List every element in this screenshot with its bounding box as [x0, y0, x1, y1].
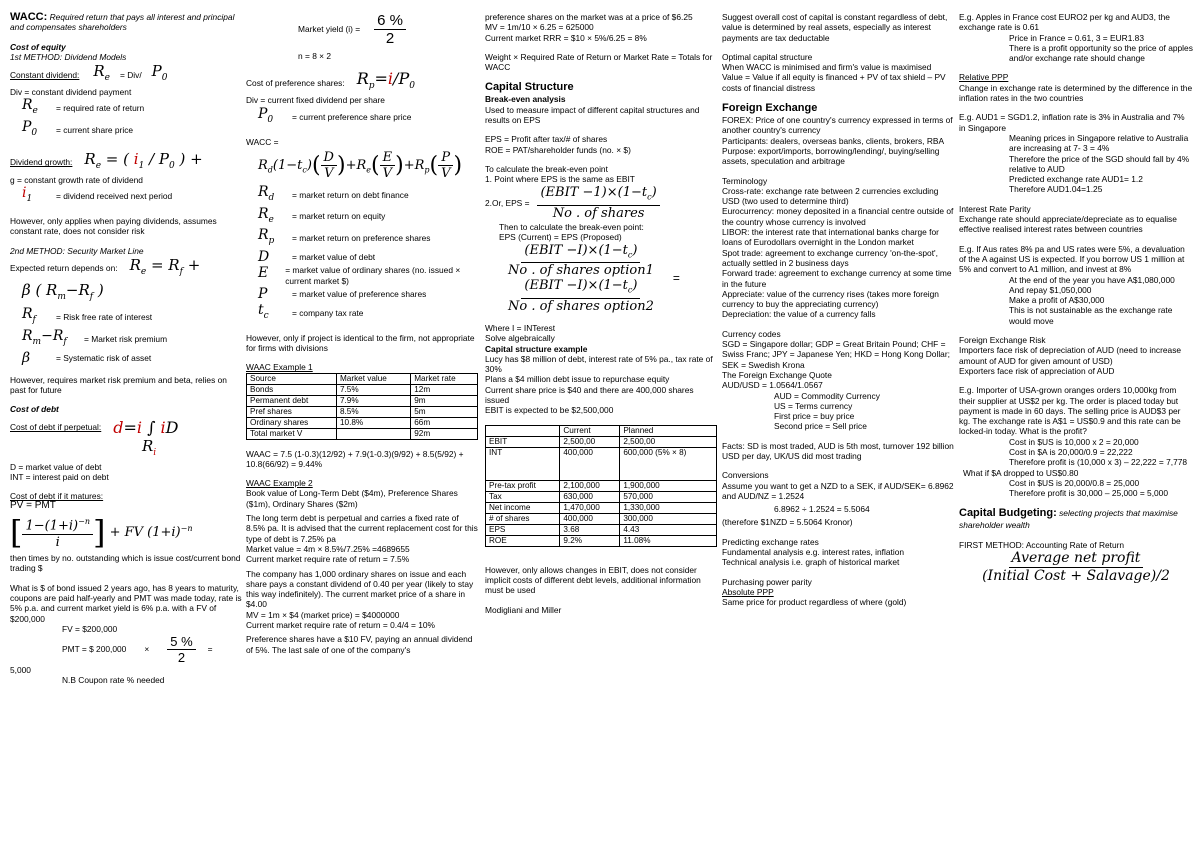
table-header-cell: [486, 425, 560, 436]
value-text: Value = Value if all equity is financed + PV of tax shield – PV costs of financial distress: [722, 72, 946, 93]
d-symbol: D: [258, 249, 270, 266]
perpetual-equation: d=i ∫ iD: [113, 417, 179, 437]
table-cell: 600,000 (5% × 8): [620, 447, 717, 480]
constant-dividend-eq: = Div/: [120, 69, 142, 80]
re-definition: = market return on equity: [292, 211, 386, 222]
mrp-symbol: $R_m-R_f$: [22, 327, 67, 347]
table-header-row: [247, 373, 478, 384]
table-cell: 300,000: [620, 513, 717, 524]
therefore-aud: Therefore AUD1.04=1.25: [1009, 184, 1103, 195]
yield-denominator: 2: [385, 30, 395, 47]
table-cell: Pre-tax profit: [486, 480, 560, 491]
d1-symbol: $i_1$: [22, 185, 33, 205]
fx-risk-heading: Foreign Exchange Risk: [959, 335, 1046, 346]
irp-heading: Interest Rate Parity: [959, 203, 1031, 214]
table-row: [247, 384, 478, 395]
weight-note: Weight × Required Rate of Return or Market Rate = Totals for WACC: [485, 51, 713, 73]
importers: Importers face risk of depreciation of AUD (need to increase amount of AUD for given amount of USD): [959, 345, 1182, 366]
table-cell: INT: [486, 447, 560, 480]
re-row: [246, 206, 478, 228]
table-cell: Net income: [486, 502, 560, 513]
cost-of-equity-heading: Cost of equity: [10, 41, 66, 52]
cost-us-2: Cost in $US is 20,000/0.8 = 25,000: [1009, 477, 1140, 488]
profit: Make a profit of A$30,000: [1009, 295, 1105, 306]
d-definition: = market value of debt: [292, 252, 376, 263]
currency-codes: SGD = Singapore dollar; GDP = Great Britain Pound; CHF = Swiss Franc; JPY = Japanese Yen; HKD = Hong Kong Dollar; SEK = Swedish Krona: [722, 339, 950, 370]
cost-a: Cost in $A is 20,000/0.9 = 22,222: [1009, 446, 1133, 457]
mrp-definition: = Market risk premium: [84, 333, 168, 344]
same-price: Same price for product regardless of where (gold): [722, 597, 907, 608]
table-row: [486, 524, 717, 535]
table-cell: EBIT: [486, 436, 560, 447]
re-definition: = required rate of return: [56, 103, 145, 114]
or-eps-label: 2.Or, EPS =: [485, 198, 530, 209]
eps-equation: EPS (Current) = EPS (Proposed): [499, 232, 622, 243]
example-2-text: Book value of Long-Term Debt ($4m), Preference Shares ($1m), Ordinary Shares ($2m): [246, 488, 458, 509]
end-of-year: At the end of the year you have A$1,080,000: [1009, 274, 1175, 285]
breakeven-definition: Used to measure impact of different capital structures and results on EPS: [485, 104, 700, 126]
constant-dividend-formula: [10, 62, 242, 87]
second-price: Second price = Sell price: [774, 421, 867, 432]
wacc-example-table: [246, 373, 478, 440]
optimal-heading: Optimal capital structure: [722, 51, 813, 62]
table-row: [486, 491, 717, 502]
capital-structure-heading: Capital Structure: [485, 81, 574, 94]
appreciate: Appreciate: value of the currency rises (takes more foreign currency to buy the appreciating currency): [722, 288, 939, 310]
cost-of-debt-heading: Cost of debt: [10, 404, 59, 415]
table-cell: 8.5%: [336, 406, 410, 417]
div-definition: Div = constant dividend payment: [10, 87, 132, 98]
example-1-title: WAAC Example 1: [246, 362, 313, 373]
table-cell: Total market V: [247, 428, 337, 439]
example-2-preference: Preference shares have a $10 FV, paying an annual dividend of 5%. The last sale of one of the company's: [246, 634, 473, 655]
pref-p0-row: [246, 106, 478, 128]
therefore-sgd: Therefore the price of the SGD should fall by 4% relative to AUD: [1009, 153, 1190, 174]
int-definition: INT = interest paid on debt: [10, 471, 109, 482]
table-row: [486, 447, 717, 480]
however-wacc: However, only if project is identical to the firm, not appropriate for firms with divisions: [246, 332, 475, 353]
when-text: When WACC is minimised and firm's value is maximised: [722, 62, 932, 73]
wacc-title: WACC:: [10, 12, 48, 23]
what-if: What if $A dropped to US$0.80: [963, 467, 1079, 478]
dividend-growth-label: Dividend growth:: [10, 157, 73, 168]
table-cell: Pref shares: [247, 406, 337, 417]
table-cell: 4.43: [620, 524, 717, 535]
table-cell: 2,100,000: [560, 480, 620, 491]
depreciation: Depreciation: the value of a currency falls: [722, 309, 876, 320]
example-2-required-rate: Current market require rate of return = 7.5%: [246, 554, 410, 565]
relative-ppp-definition: Change in exchange rate is determined by the difference in the inflation rates in the two countries: [959, 82, 1193, 104]
breakeven-heading: Break-even analysis: [485, 94, 566, 105]
eurocurrency: Eurocurrency: money deposited in a financial centre outside of the country whose currency is involved: [722, 206, 954, 227]
d1-definition: = dividend received next period: [56, 191, 173, 202]
rf-symbol: $R_f$: [22, 306, 36, 325]
capital-budgeting: [959, 507, 1193, 530]
then-calc: Then to calculate the break-even point:: [499, 222, 644, 233]
p0-definition-row: [10, 119, 242, 141]
profit-opportunity: There is a profit opportunity so the price of apples and/or exchange rate should change: [1009, 42, 1193, 64]
profit-calc: Therefore profit is (10,000 x 3) – 22,222 = 7,778: [1009, 457, 1188, 468]
beta-symbol: β: [22, 349, 31, 366]
table-header-cell: Market value: [336, 373, 410, 384]
rp-row: [246, 227, 478, 249]
p0-definition: = current share price: [56, 125, 134, 136]
fundamental: Fundamental analysis e.g. interest rates, inflation: [722, 547, 905, 558]
d-row: [246, 249, 478, 265]
method-1-heading: 1st METHOD: Dividend Models: [10, 51, 127, 62]
however-cs: However, only allows changes in EBIT, does not consider implicit costs of different debt levels, additional information must be used: [485, 564, 701, 596]
table-cell: 92m: [411, 428, 478, 439]
example-2-mv2: MV = 1m × $4 (market price) = $4000000: [246, 609, 400, 620]
re-symbol: $R_e$: [22, 97, 38, 117]
pref-p0-definition: = current preference share price: [292, 111, 412, 122]
exporters: Exporters face risk of appreciation of AUD: [959, 365, 1115, 376]
tc-definition: = company tax rate: [292, 307, 364, 318]
pv-pmt: PV = PMT: [10, 500, 56, 512]
roe-definition: ROE = PAT/shareholder funds (no. × $): [485, 144, 631, 155]
table-cell: 1,900,000: [620, 480, 717, 491]
us-terms: US = Terms currency: [774, 400, 853, 411]
eps-formula: 2.Or, EPS = $\frac{(EBIT -1)\times(1-t_c)}{\text{No . of shares}}$: [485, 185, 717, 223]
rates-example: E.g. If Aus rates 8% pa and US rates were 5%, a devaluation of the A against US is expected. If you borrow US 1 million at 5% and convert to A1 million, and invest at 8%: [959, 243, 1185, 275]
table-header-cell: Current: [560, 425, 620, 436]
table-cell: 11.08%: [620, 535, 717, 546]
purpose: Purpose: export/imports, borrowing/lending/, buying/selling assets, speculation and arbitrage: [722, 145, 940, 167]
rp-definition: = market return on preference shares: [292, 233, 431, 244]
re-definition-row: [10, 97, 242, 119]
constant-dividend-label: Constant dividend:: [10, 69, 80, 80]
table-row: [486, 480, 717, 491]
capital-structure-table: [485, 425, 717, 547]
conversions-heading: Conversions: [722, 470, 769, 481]
facts: Facts: SD is most traded, AUD is 5th most, turnover 192 billion USD per day, UK/US did most trading: [722, 440, 954, 461]
forex-definition: FOREX: Price of one country's currency expressed in terms of another country's currency: [722, 115, 953, 136]
table-cell: Bonds: [247, 384, 337, 395]
table-cell: 5m: [411, 406, 478, 417]
dividend-growth-formula: [10, 150, 242, 175]
where-i: Where I = INTerest: [485, 322, 556, 333]
rrr-calc: Current market RRR = $10 × 5%/6.25 = 8%: [485, 32, 647, 43]
aud-sgd-example: E.g. AUD1 = SGD1.2, inflation rate is 3% in Australia and 7% in Singapore: [959, 112, 1185, 133]
plans-text: Plans a $4 million debt issue to repurchase equity: [485, 374, 670, 385]
technical: Technical analysis i.e. graph of historical market: [722, 557, 900, 568]
table-row: [486, 513, 717, 524]
apples-example: E.g. Apples in France cost EURO2 per kg and AUD3, the exchange rate is 0.61: [959, 12, 1170, 33]
importer-example: E.g. Importer of USA-grown oranges orders 10,000kg from their supplier at US$2 per kg. The order is placed today but payment is made in 60 days. The selling price is AUD$3 per kg. The exchange rate is A$1 = US$0.9 and this rate can be locked-in today. What is the profit?: [959, 385, 1181, 437]
profit-2: Therefore profit is 30,000 – 25,000 = 5,000: [1009, 488, 1169, 499]
table-cell: EPS: [486, 524, 560, 535]
pref-cost-label: Cost of preference shares:: [246, 77, 345, 88]
table-row: [247, 395, 478, 406]
table-cell: 10.8%: [336, 417, 410, 428]
table-header-cell: Market rate: [411, 373, 478, 384]
arr-denominator: (Initial Cost + Salavage)/2: [982, 568, 1170, 585]
table-row: [247, 406, 478, 417]
perpetual-label: Cost of debt if perpetual:: [10, 422, 102, 433]
table-cell: 9m: [411, 395, 478, 406]
table-cell: 1,330,000: [620, 502, 717, 513]
pmt-calc: PMT = $ 200,000 × $\frac{5 \%}{2}$ =: [62, 634, 213, 666]
table-cell: [336, 428, 410, 439]
wacc-equation-label: WACC =: [246, 136, 279, 147]
absolute-ppp: Absolute PPP: [722, 586, 774, 597]
table-row: [247, 428, 478, 439]
e-definition: = market value of ordinary shares (no. issued × current market $): [285, 265, 461, 286]
sml-formula: [10, 256, 242, 281]
however-dividend: However, only applies when paying dividends, assumes constant rate, does not consider risk: [10, 216, 217, 237]
meaning: Meaning prices in Singapore relative to Australia are increasing at 7- 3 = 4%: [1009, 132, 1189, 154]
conversions-text: Assume you want to get a NZD to a SEK, if AUD/SEK= 6.8962 and AUD/NZ = 1.2524: [722, 480, 954, 501]
quote-equation: AUD/USD = 1.0564/1.0567: [722, 380, 823, 391]
n-equation: n = 8 × 2: [298, 51, 332, 61]
sml-equation: $R_e = R_f$ +: [129, 256, 201, 278]
continued-text: preference shares on the market was at a price of $6.25: [485, 12, 693, 22]
however-sml: However, requires market risk premium and beta, relies on past for future: [10, 374, 227, 395]
g-definition: g = constant growth rate of dividend: [10, 175, 143, 186]
pct6-value: 6 %: [374, 12, 406, 30]
lucy-text: Lucy has $8 million of debt, interest rate of 5% pa., tax rate of 30%: [485, 353, 713, 375]
rp-symbol: $R_p$: [258, 227, 275, 247]
rf-definition-row: [10, 306, 242, 328]
mrp-definition-row: [10, 328, 242, 350]
rd-row: [246, 184, 478, 206]
capital-budgeting-definition: selecting projects that maximise shareholder wealth: [959, 508, 1178, 531]
breakeven-formula: $\frac{(EBIT -I)\times(1-t_c)}{\text{No . of shares option1}}$ $\frac{(EBIT -I)\times(1-t_c)}{\text{No . of shares option2}}$ =: [508, 242, 680, 314]
p-symbol: P: [258, 285, 268, 302]
table-cell: Ordinary shares: [247, 417, 337, 428]
relative-ppp: Relative PPP: [959, 72, 1009, 83]
forward-trade: Forward trade: agreement to exchange currency at some time in the future: [722, 268, 952, 289]
rf-definition: = Risk free rate of interest: [56, 311, 153, 322]
growth-equation: $R_e$ = ( $i_1 / P_0$ ) +: [84, 150, 203, 172]
table-cell: 7.5%: [336, 384, 410, 395]
table-cell: Tax: [486, 491, 560, 502]
times-note: then times by no. outstanding which is issue cost/current bond trading $: [10, 553, 241, 574]
cs-example-heading: Capital structure example: [485, 343, 588, 354]
p-row: [246, 286, 478, 302]
table-header-cell: Source: [247, 373, 337, 384]
p0-symbol: $P_0$: [151, 62, 168, 84]
currency-codes-heading: Currency codes: [722, 328, 781, 339]
bond-example: What is $ of bond issued 2 years ago, has 8 years to maturity, coupons are paid half-yearly and PMT was made today, rate is 5% p.a. and current market yield is 6% p.a. with a FV of $200,000: [10, 582, 242, 624]
column-2: [246, 12, 478, 844]
spot-trade: Spot trade: agreement to exchange currency 'on-the-spot', actually settled in 2 business days: [722, 247, 938, 268]
p0-symbol: $P_0$: [258, 105, 274, 125]
annuity-formula: [ $\frac{1-(1+i)^{-n}}{i}$ ] + FV $(1+i)^{-n}$: [10, 513, 193, 552]
table-cell: 66m: [411, 417, 478, 428]
fv-value: FV = $200,000: [62, 623, 118, 634]
column-4: [722, 12, 954, 844]
table-cell: 2,500,00: [560, 436, 620, 447]
wacc-heading: [10, 12, 242, 33]
table-cell: 1,470,000: [560, 502, 620, 513]
table-cell: 2,500,00: [620, 436, 717, 447]
e-symbol: E: [258, 265, 269, 282]
quote-heading: The Foreign Exchange Quote: [722, 369, 832, 380]
ebit-expected: EBIT is expected to be $2,500,000: [485, 405, 614, 416]
pmt-label: PMT = $ 200,000: [62, 644, 127, 655]
table-cell: 12m: [411, 384, 478, 395]
perpetual-debt-formula: [10, 419, 242, 437]
expected-return-label: Expected return depends on:: [10, 263, 118, 274]
table-cell: Permanent debt: [247, 395, 337, 406]
terminology-heading: Terminology: [722, 175, 768, 186]
not-sustainable: This is not sustainable as the exchange rate would move: [1009, 305, 1173, 326]
table-cell: 400,000: [560, 513, 620, 524]
pref-div-definition: Div = current fixed dividend per share: [246, 95, 385, 106]
arr-formula: [959, 550, 1193, 585]
example-2-debt: The long term debt is perpetual and carries a fixed rate of 8.5% pa. It is advised that the current replacement cost for this type of debt is 7.25% pa: [246, 513, 478, 544]
beta-definition: = Systematic risk of asset: [56, 352, 152, 363]
table-cell: 570,000: [620, 491, 717, 502]
market-yield-label: Market yield (i) =: [298, 24, 361, 35]
p0-symbol: $P_0$: [22, 119, 38, 139]
cross-rate: Cross-rate: exchange rate between 2 currencies excluding USD (two used to determine third): [722, 185, 939, 207]
table-header-cell: Planned: [620, 425, 717, 436]
calc-breakeven: To calculate the break-even point: [485, 163, 608, 174]
pref-cost-row: [246, 70, 478, 95]
ri-symbol: $R_i$: [142, 436, 157, 458]
modigliani-miller: Modigliani and Miller: [485, 604, 562, 615]
wacc-definition: Required return that pays all interest and principal and compensates shareholders: [10, 12, 235, 33]
table-row: [486, 436, 717, 447]
example-2-market-value: Market value = 4m × 8.5%/7.25% =4689655: [246, 543, 410, 554]
column-5: [959, 12, 1193, 844]
market-yield-row: [246, 12, 478, 47]
tc-symbol: $t_c$: [258, 301, 269, 321]
point-1: 1. Point where EPS is the same as EBIT: [485, 174, 635, 185]
table-cell: 9.2%: [560, 535, 620, 546]
wacc-formula: $R_d(1-t_c)$( $\frac{D}{V}$ )$+R_e$( $\frac{E}{V}$ )$+R_p$( $\frac{P}{V}$ ): [258, 149, 463, 181]
predicted-rate: Predicted exchange rate AUD1= 1.2: [1009, 174, 1143, 185]
price-france: Price in France = 0.61, 3 = EUR1.83: [1009, 32, 1145, 43]
matures-label: Cost of debt if it matures:: [10, 491, 104, 502]
beta-definition-row: [10, 350, 242, 366]
table-row: [486, 502, 717, 513]
repay: And repay $1,050,000: [1009, 284, 1092, 295]
rd-symbol: $R_d$: [258, 183, 275, 203]
first-price: First price = buy price: [774, 411, 855, 422]
table-row: [247, 417, 478, 428]
mv-calc: MV = 1m/10 × 6.25 = 625000: [485, 22, 594, 33]
table-cell: # of shares: [486, 513, 560, 524]
re-symbol: $R_e$: [93, 62, 110, 84]
table-row: [486, 535, 717, 546]
participants: Participants: dealers, overseas banks, clients, brokers, RBA: [722, 135, 945, 146]
tc-row: [246, 302, 478, 324]
example-2-shares: The company has 1,000 ordinary shares on issue and each share pays a constant dividend of 0.40 per year (likely to stay this way indefinitely). The current market price of a share in $4.00: [246, 568, 474, 610]
table-cell: ROE: [486, 535, 560, 546]
example-2-required-rate-2: Current market require rate of return = 0.4/4 = 10%: [246, 620, 435, 630]
aud-commodity: AUD = Commodity Currency: [774, 390, 880, 401]
pct5-value: 5 %: [167, 634, 195, 650]
table-cell: 400,000: [560, 447, 620, 480]
first-method: FIRST METHOD: Accounting Rate of Return: [959, 539, 1125, 550]
predicting-heading: Predicting exchange rates: [722, 536, 819, 547]
pmt-result: 5,000: [10, 665, 31, 676]
price-text: Current share price is $40 and there are 400,000 shares issued: [485, 384, 694, 406]
pmt-denominator: 2: [177, 650, 186, 666]
table-header-row: [486, 425, 717, 436]
foreign-exchange-heading: Foreign Exchange: [722, 102, 818, 115]
table-cell: 3.68: [560, 524, 620, 535]
solve: Solve algebraically: [485, 333, 555, 344]
coupon-note: N.B Coupon rate % needed: [62, 675, 165, 686]
libor: LIBOR: the interest rate that international banks charge for loans of Eurodollars overnight in the London market: [722, 227, 939, 248]
pref-equation: $R_p=i/P_0$: [356, 69, 415, 92]
conversion-result: (therefore $1NZD = 5.5064 Kronor): [722, 517, 853, 528]
e-row: [246, 265, 478, 286]
irp-definition: Exchange rate should appreciate/depreciate as to equalise effective realised interest rates between countries: [959, 214, 1177, 235]
d-definition: D = market value of debt: [10, 461, 102, 472]
column-1: [10, 12, 242, 844]
column-3: [485, 12, 717, 844]
conversion-calc: 6.8962 ÷ 1.2524 = 5.5064: [774, 504, 870, 515]
capital-budgeting-heading: Capital Budgeting:: [959, 507, 1057, 520]
d1-definition-row: [10, 185, 242, 207]
rd-definition: = market return on debt finance: [292, 189, 409, 200]
cost-us: Cost in $US is 10,000 x 2 = 20,000: [1009, 436, 1139, 447]
ppp-heading: Purchasing power parity: [722, 576, 812, 587]
arr-numerator: Average net profit: [1009, 550, 1144, 568]
suggest-text: Suggest overall cost of capital is constant regardless of debt, value is determined by real assets, especially as interest payments are tax deductable: [722, 12, 948, 43]
eps-definition: EPS = Profit after tax/# of shares: [485, 134, 608, 145]
example-1-calc: WAAC = 7.5 (1-0.3)(12/92) + 7.9(1-0.3)(9/92) + 8.5(5/92) + 10.8(66/92) = 9.44%: [246, 448, 464, 469]
re-symbol: $R_e$: [258, 205, 274, 225]
table-cell: 630,000: [560, 491, 620, 502]
example-2-title: WAAC Example 2: [246, 478, 313, 489]
p-definition: = market value of preference shares: [292, 288, 427, 299]
method-2-heading: 2nd METHOD: Security Market Line: [10, 245, 144, 256]
table-cell: 7.9%: [336, 395, 410, 406]
beta-premium-term: β ( $R_m-R_f$ ): [22, 281, 104, 303]
